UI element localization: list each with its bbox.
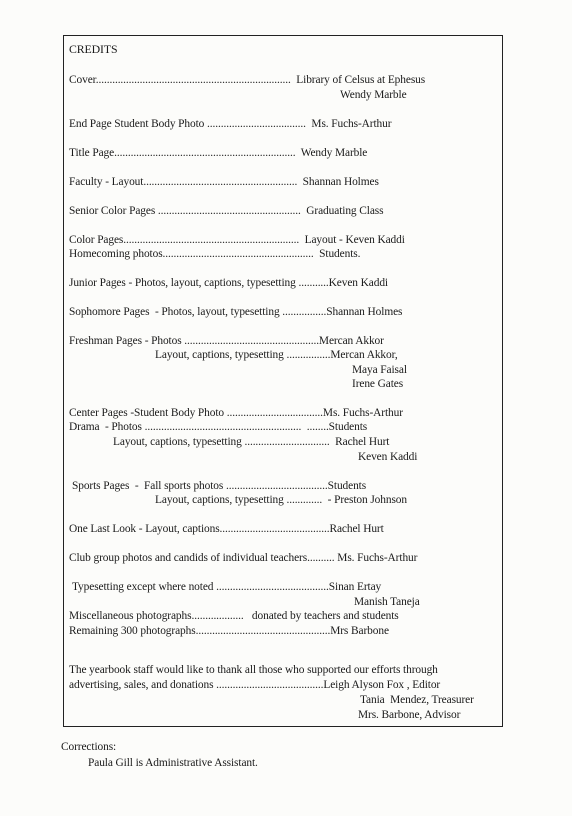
staff-advisor: Mrs. Barbone, Advisor [358,709,461,721]
credit-line-typesetting: Typesetting except where noted .........................................Sinan Ertay [72,581,382,593]
credit-line-title-page: Title Page.................................................................. Wendy Marble [69,147,368,159]
credit-line-freshman-name-3: Irene Gates [352,378,404,390]
staff-treasurer: Tania Mendez, Treasurer [360,694,474,706]
credit-line-remaining-photos: Remaining 300 photographs.................................................Mrs Barbone [69,625,389,637]
credit-line-freshman-layout: Layout, captions, typesetting ................Mercan Akkor, [155,349,398,361]
credit-line-club-photos: Club group photos and candids of individual teachers.......... Ms. Fuchs-Arthur [69,552,418,564]
credit-line-drama-name-2: Keven Kaddi [358,451,418,463]
credit-line-sports-layout: Layout, captions, typesetting ............. - Preston Johnson [155,494,407,506]
credit-line-misc-photos: Miscellaneous photographs................... donated by teachers and students [69,610,399,622]
credit-line-freshman-name-2: Maya Faisal [352,364,407,376]
credit-line-color-pages: Color Pages................................................................ Layout - Keven Kaddi [69,234,405,246]
credit-line-faculty: Faculty - Layout........................................................ Shannan Holmes [69,176,379,188]
credits-heading: CREDITS [69,42,118,56]
thanks-line-1: The yearbook staff would like to thank all those who supported our efforts through [69,664,438,676]
credit-line-freshman: Freshman Pages - Photos .................................................Mercan Akkor [69,335,384,347]
credit-line-sophomore: Sophomore Pages - Photos, layout, typesetting ................Shannan Holmes [69,306,403,318]
credit-line-end-page: End Page Student Body Photo .................................... Ms. Fuchs-Arthur [69,118,392,130]
credits-box [63,35,503,727]
credit-line-sports: Sports Pages - Fall sports photos .....................................Students [72,480,367,492]
thanks-line-2: advertising, sales, and donations .......................................Leigh Alyson Fox , Editor [69,679,441,691]
credit-line-drama: Drama - Photos ......................................................... ........Students [69,421,368,433]
credit-line-typesetting-name-2: Manish Taneja [354,596,420,608]
credit-line-cover-cont: Wendy Marble [340,89,407,101]
credit-line-one-last-look: One Last Look - Layout, captions........................................Rachel Hurt [69,523,384,535]
credit-line-homecoming: Homecoming photos....................................................... Students. [69,248,361,260]
credit-line-center-pages: Center Pages -Student Body Photo ...................................Ms. Fuchs-Arthur [69,407,403,419]
credit-line-cover: Cover....................................................................... Library of Celsus at Ephesus [69,74,426,86]
corrections-note: Paula Gill is Administrative Assistant. [88,757,258,769]
credit-line-junior: Junior Pages - Photos, layout, captions, typesetting ...........Keven Kaddi [69,277,388,289]
credit-line-drama-layout: Layout, captions, typesetting ............................... Rachel Hurt [113,436,390,448]
corrections-heading: Corrections: [61,741,117,753]
credit-line-senior-color: Senior Color Pages .................................................... Graduating Class [69,205,384,217]
